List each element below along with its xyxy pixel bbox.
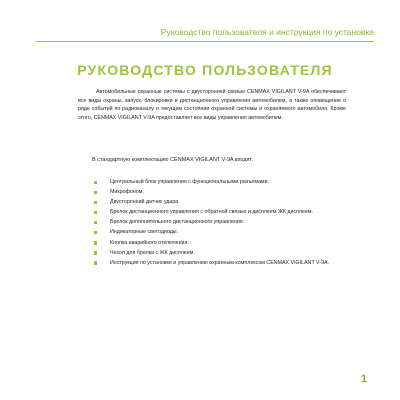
- list-item: [78, 239, 346, 248]
- page-number: 1: [360, 373, 367, 385]
- list-item-text: Индикаторные светодиоды.: [110, 229, 179, 236]
- square-bullet-icon: [94, 201, 97, 204]
- square-bullet-icon: [94, 191, 97, 194]
- list-item-text: Микрофоном.: [110, 189, 144, 196]
- square-bullet-icon: [94, 231, 97, 234]
- list-item: [78, 228, 346, 237]
- list-item-text: Брелок дополнительного дистанционного управления.: [110, 219, 245, 226]
- list-item-text: Двусторонний датчик удара.: [110, 199, 180, 206]
- square-bullet-icon: [94, 221, 97, 224]
- running-header-text: Руководство пользователя и инструкция по установке: [160, 27, 374, 37]
- list-item: [78, 259, 346, 268]
- list-item: [78, 249, 346, 258]
- package-contents-lead: В стандартную комплектацию CENMAX VIGILANT V-9A входят:: [92, 157, 254, 163]
- square-bullet-icon: [94, 261, 97, 264]
- square-bullet-icon: [94, 251, 97, 254]
- list-item-text: Инструкция по установке и управлению охранным комплексом CENMAX VIGILANT V-9A.: [110, 259, 330, 266]
- square-bullet-icon: [94, 211, 97, 214]
- square-bullet-icon: [94, 241, 97, 244]
- package-contents-list: [78, 178, 346, 269]
- list-item-text: Чехол для брелка с ЖК дисплеем.: [110, 249, 195, 256]
- list-item-text: Брелок дистанционного управления с обратной связью и дисплеем ЖК дисплеем.: [110, 209, 314, 216]
- list-item-text: Центральный блок управления с функциональными разъемами.: [110, 179, 269, 185]
- list-item: [78, 208, 346, 217]
- running-header: [36, 27, 374, 42]
- list-item: [78, 198, 346, 207]
- list-item: [78, 178, 346, 187]
- list-item-text: Кнопка аварийного отключения.: [110, 239, 189, 246]
- list-item: [78, 188, 346, 197]
- intro-paragraph: Автомобильные охранные системы с двусторонней связью CENMAX VIGILANT V-9A обеспечивают все виды охраны, запуск, блокировки и дистанционного управления автомобилем, а также оповещение о ряде событий по радиоканалу о текущем состоянии охранной системы и охраняемого автомобиля. Кроме этого, CENMAX VIGILANT V-9A предоставляет все виды управления автомобилем.: [78, 89, 346, 122]
- list-item: [78, 218, 346, 227]
- page-title: РУКОВОДСТВО ПОЛЬЗОВАТЕЛЯ: [77, 62, 333, 78]
- square-bullet-icon: [94, 181, 97, 184]
